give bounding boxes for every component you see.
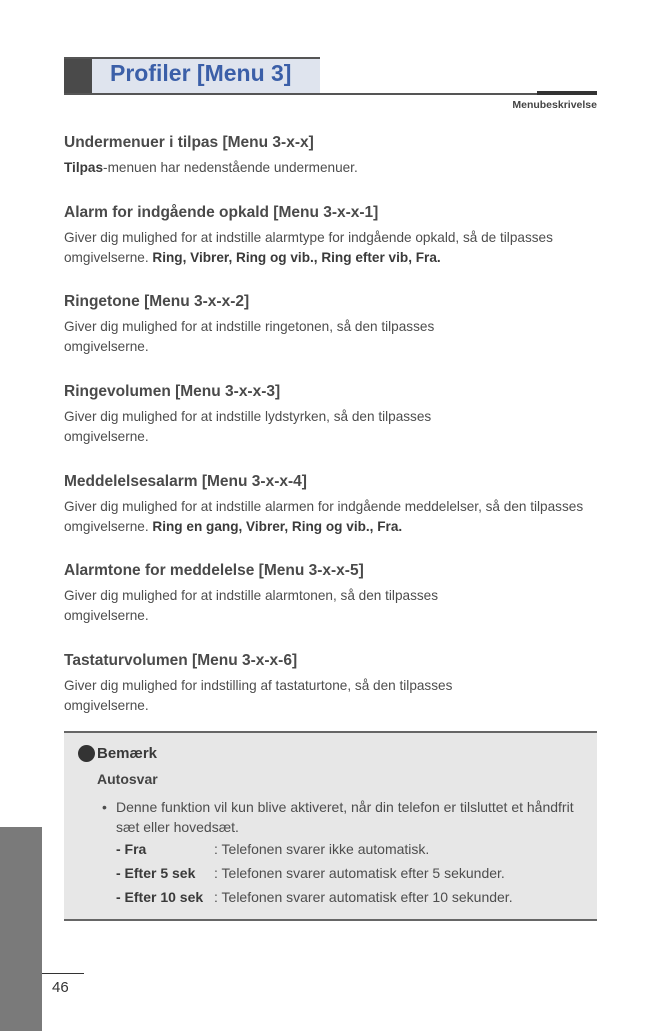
note-bullet-text: Denne funktion vil kun blive aktiveret, når din telefon er tilsluttet et håndfrit sæt eller hovedsæt. bbox=[116, 799, 574, 835]
page-number: 46 bbox=[52, 979, 69, 996]
section-title: Alarm for indgående opkald [Menu 3-x-x-1] bbox=[64, 204, 379, 221]
section-body: Giver dig mulighed for at indstille alarmtonen, så den tilpasses omgivelserne. bbox=[64, 588, 439, 623]
note-option-value: : Telefonen svarer automatisk efter 5 sekunder. bbox=[214, 865, 505, 881]
section-body-bold: Tilpas bbox=[64, 160, 104, 175]
note-option-key: - Fra bbox=[116, 841, 147, 857]
note-option-value: : Telefonen svarer ikke automatisk. bbox=[214, 841, 430, 857]
note-subtitle: Autosvar bbox=[97, 771, 158, 787]
note-option-row bbox=[116, 889, 513, 905]
section-body: Giver dig mulighed for at indstille lydstyrken, så den tilpasses omgivelserne. bbox=[64, 409, 432, 444]
section-alarmtone bbox=[64, 562, 604, 626]
section-ringetone bbox=[64, 293, 604, 357]
section-body bbox=[64, 158, 604, 178]
note-bullet-item bbox=[102, 797, 582, 837]
section-body-text: Giver dig mulighed for at indstille alarmtype for indgående opkald, så de tilpasses omgivelserne. bbox=[64, 230, 553, 265]
section-title: Tastaturvolumen [Menu 3-x-x-6] bbox=[64, 652, 298, 669]
section-title: Meddelelsesalarm [Menu 3-x-x-4] bbox=[64, 473, 307, 490]
page-title: Profiler [Menu 3] bbox=[110, 60, 292, 86]
section-title: Ringetone [Menu 3-x-x-2] bbox=[64, 293, 250, 310]
section-body: Giver dig mulighed for indstilling af tastaturtone, så den tilpasses omgivelserne. bbox=[64, 678, 453, 713]
note-option-row bbox=[116, 841, 429, 857]
bullet-dot-icon: • bbox=[102, 799, 107, 815]
section-body: Giver dig mulighed for at indstille ringetonen, så den tilpasses omgivelserne. bbox=[64, 319, 435, 354]
section-body-text: Giver dig mulighed for at indstille alarmen for indgående meddelelser, så den tilpasses omgivelserne. bbox=[64, 499, 584, 534]
note-bullet-icon bbox=[78, 745, 95, 762]
section-body-text: -menuen har nedenstående undermenuer. bbox=[103, 160, 358, 175]
section-alarm-indgaaende bbox=[64, 204, 604, 268]
section-title: Ringevolumen [Menu 3-x-x-3] bbox=[64, 383, 281, 400]
note-box bbox=[64, 731, 597, 921]
note-title: Bemærk bbox=[97, 745, 158, 762]
side-tab bbox=[0, 827, 42, 1031]
section-title: Alarmtone for meddelelse [Menu 3-x-x-5] bbox=[64, 562, 364, 579]
section-body-bold: Ring, Vibrer, Ring og vib., Ring efter vib, Fra. bbox=[152, 250, 441, 265]
section-meddelelsesalarm bbox=[64, 473, 604, 537]
section-undermenuer bbox=[64, 134, 604, 178]
section-body bbox=[64, 497, 604, 537]
page-number-rule bbox=[42, 973, 84, 974]
section-body-bold: Ring en gang, Vibrer, Ring og vib., Fra. bbox=[152, 519, 403, 534]
header-rule-accent bbox=[537, 91, 597, 95]
section-label: Menubeskrivelse bbox=[512, 99, 597, 111]
header-marker-square bbox=[64, 59, 92, 93]
section-title: Undermenuer i tilpas [Menu 3-x-x] bbox=[64, 134, 314, 151]
note-option-key: - Efter 5 sek bbox=[116, 865, 196, 881]
section-ringevolumen bbox=[64, 383, 604, 447]
section-tastaturvolumen bbox=[64, 652, 604, 716]
header-rule bbox=[64, 93, 597, 95]
note-option-key: - Efter 10 sek bbox=[116, 889, 204, 905]
note-option-value: : Telefonen svarer automatisk efter 10 sekunder. bbox=[214, 889, 513, 905]
note-option-row bbox=[116, 865, 505, 881]
section-body bbox=[64, 228, 604, 268]
